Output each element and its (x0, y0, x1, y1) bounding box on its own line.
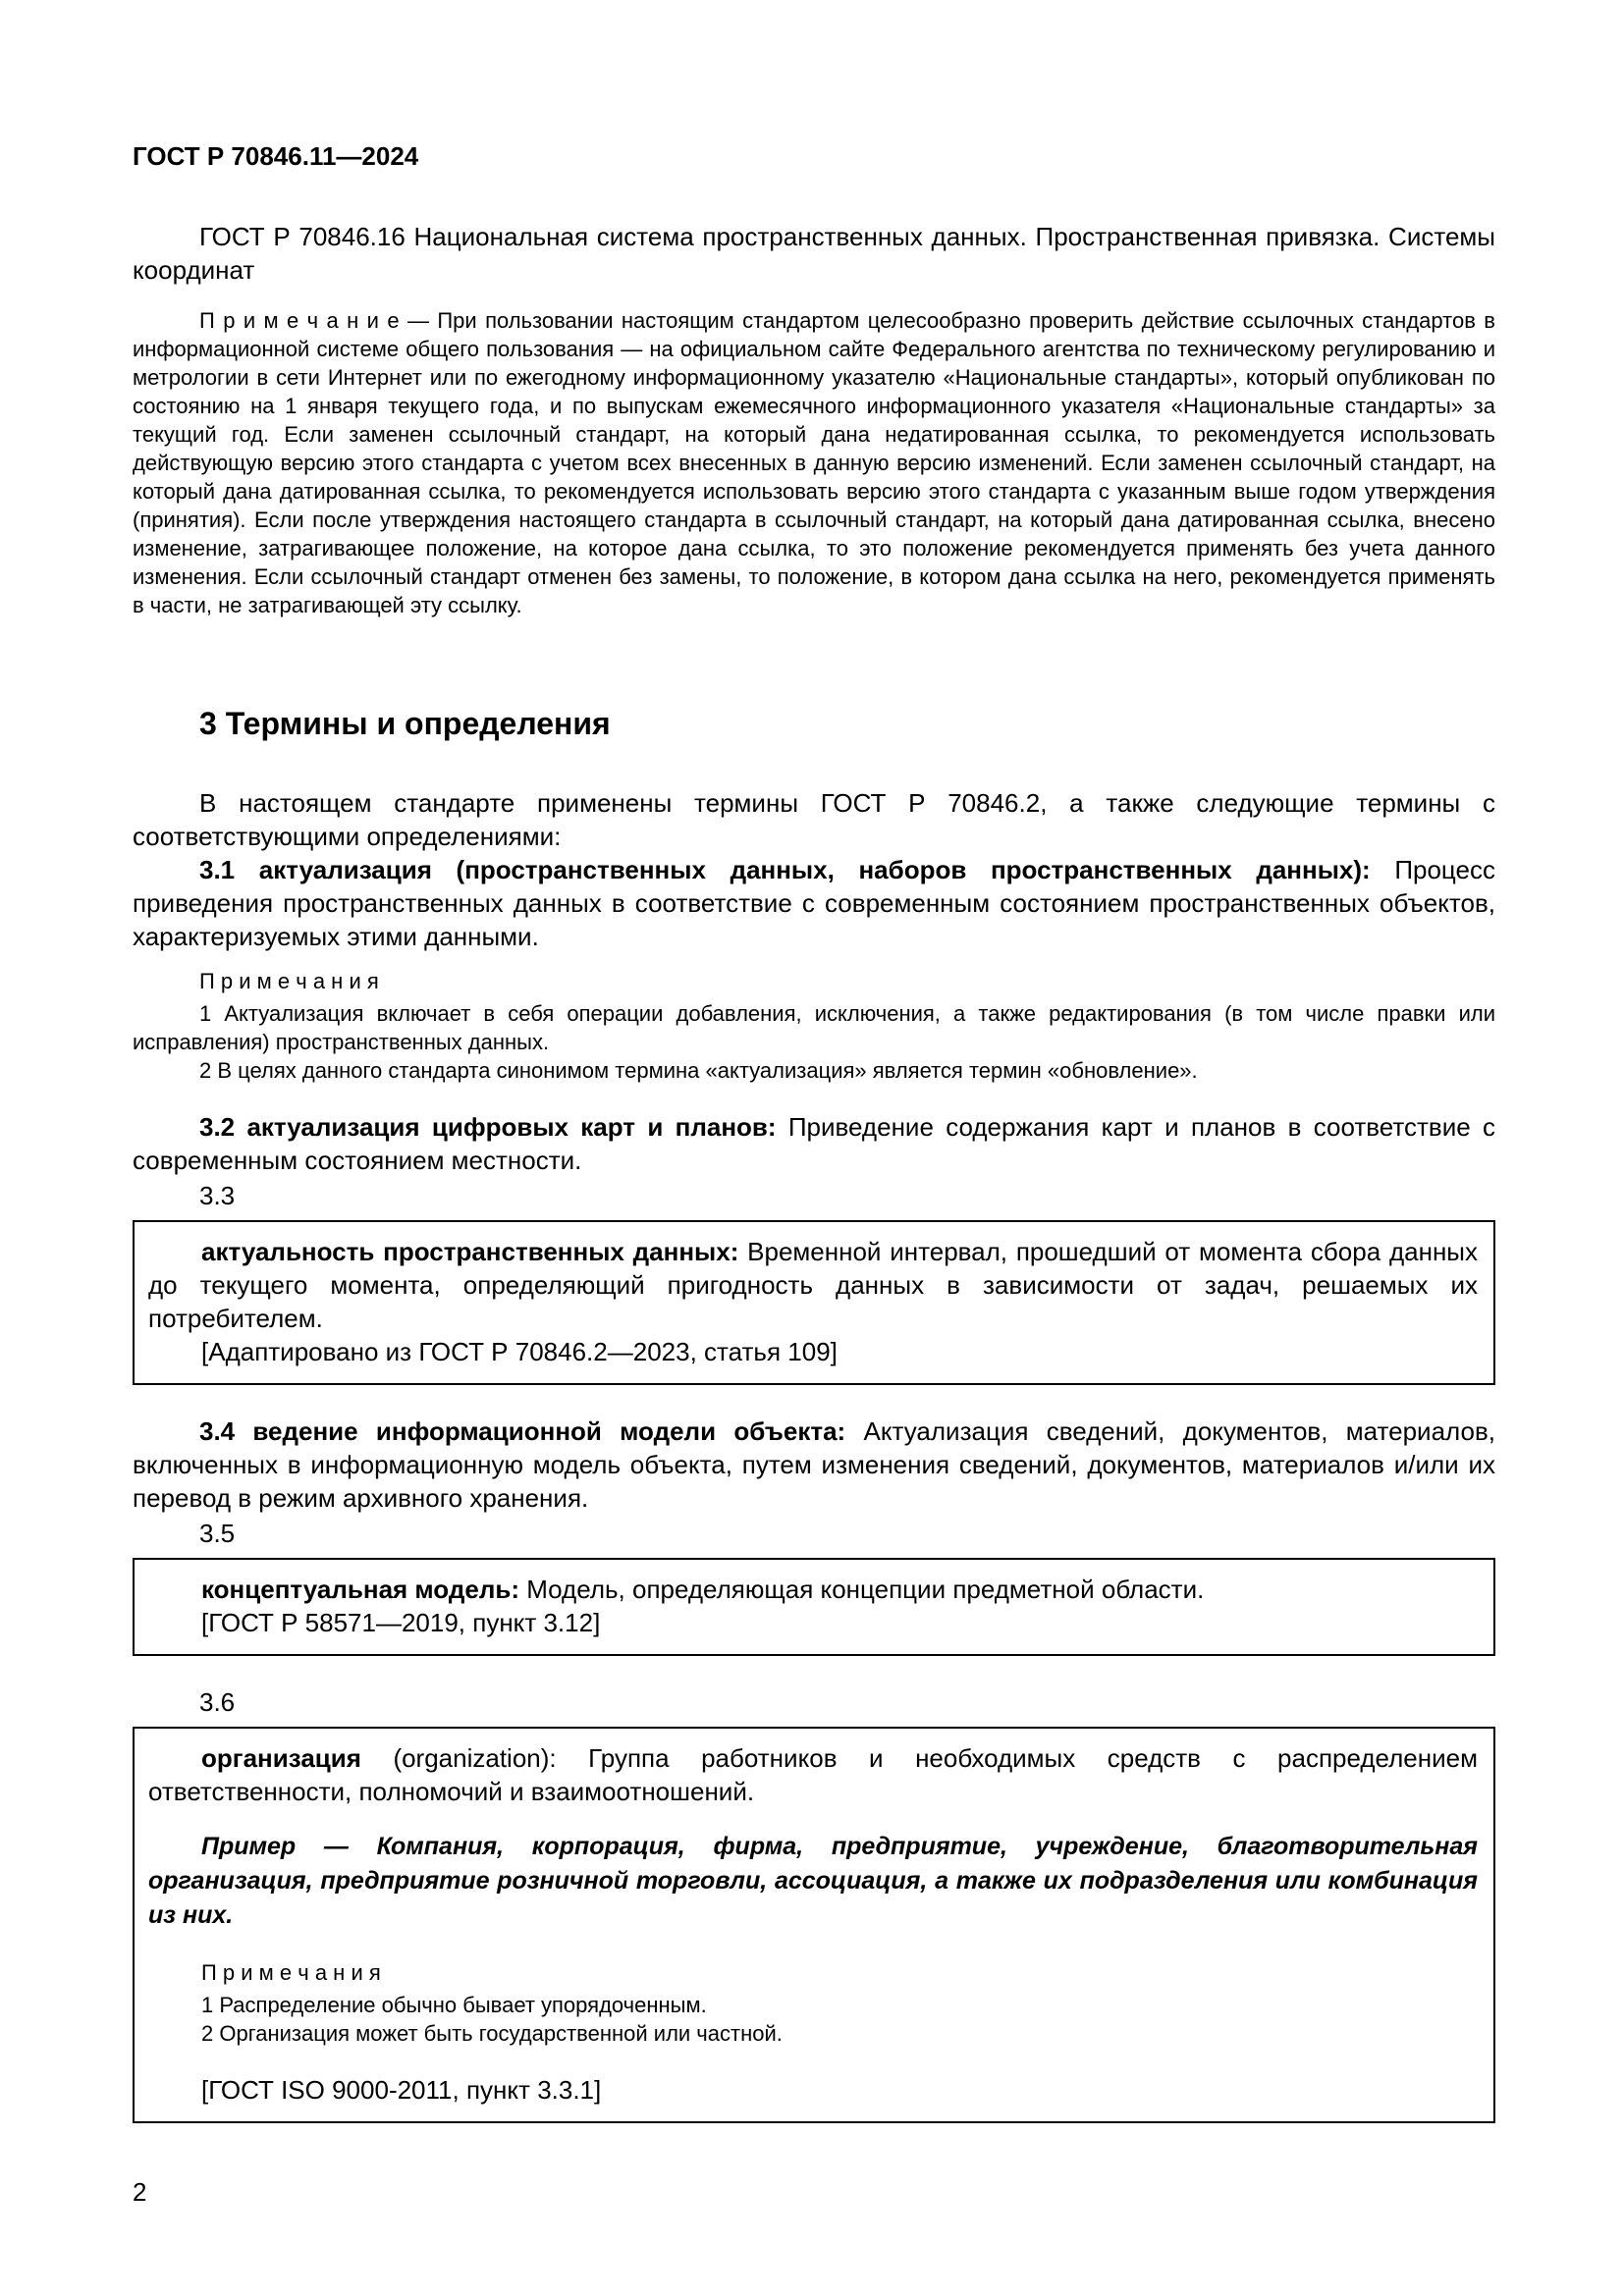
boxed-term-3-6-definition: (organization): Группа работников и необходимых средств с распределением ответственности, полномочий и взаимоотношений. (148, 1743, 1478, 1806)
term-3-1 (133, 853, 1495, 953)
term-3-1-notes (133, 967, 1495, 1085)
term-3-6-number: 3.6 (199, 1687, 236, 1717)
section-3-heading: 3 Термины и определения (199, 706, 611, 741)
boxed-term-3-6-source: [ГОСТ ISO 9000-2011, пункт 3.3.1] (201, 2075, 602, 2105)
boxed-term-3-6-name: организация (201, 1743, 361, 1773)
term-3-4 (133, 1415, 1495, 1515)
page-header (133, 139, 1495, 173)
definition-box-3-3 (133, 1220, 1495, 1385)
notes-label: П р и м е ч а н и я (199, 969, 379, 993)
boxed-term-3-5 (148, 1573, 1478, 1606)
standard-number: ГОСТ Р 70846.11—2024 (133, 141, 419, 171)
term-3-1-name: 3.1 актуализация (пространственных данных, наборов пространственных данных): (199, 855, 1371, 884)
term-3-5-number: 3.5 (199, 1519, 236, 1548)
boxed-term-3-3-definition: Временной интервал, прошедший от момента сбора данных до текущего момента, определяющий пригодность данных в зависимости от задач, решаемых их потребителем. (148, 1237, 1478, 1333)
boxed-term-3-5-source: [ГОСТ Р 58571—2019, пункт 3.12] (201, 1608, 601, 1637)
boxed-term-3-3-source: [Адаптировано из ГОСТ Р 70846.2—2023, статья 109] (201, 1337, 838, 1366)
term-3-2 (133, 1110, 1495, 1177)
boxed-term-3-5-definition: Модель, определяющая концепции предметной области. (518, 1575, 1205, 1604)
note-text: — При пользовании настоящим стандартом целесообразно проверить действие ссылочных стандартов в информационной системе общего пользования — на официальном сайте Федерального агентства по техническому регулированию и метрологии в сети Интернет или по ежегодному информационному указателю «Национальные стандарты», который опубликован по состоянию на 1 января текущего года, и по выпускам ежемесячного информационного указателя «Национальные стандарты» за текущий год. Если заменен ссылочный стандарт, на который дана недатированная ссылка, то рекомендуется использовать действующую версию этого стандарта с учетом всех внесенных в данную версию изменений. Если заменен ссылочный стандарт, на который дана датированная ссылка, то рекомендуется использовать версию этого стандарта с указанным выше годом утверждения (принятия). Если после утверждения настоящего стандарта в ссылочный стандарт, на который дана датированная ссылка, внесено изменение, затрагивающее положение, на которое дана ссылка, то это положение рекомендуется применять без учета данного изменения. Если ссылочный стандарт отменен без замены, то положение, в котором дана ссылка на него, рекомендуется применять в части, не затрагивающей эту ссылку. (133, 308, 1495, 617)
definition-box-3-5 (133, 1558, 1495, 1656)
note-label: П р и м е ч а н и е (199, 308, 400, 333)
boxed-note-item-2: 2 Организация может быть государственной или частной. (201, 2021, 783, 2046)
page-number: 2 (133, 2177, 147, 2207)
reference-entry: ГОСТ Р 70846.16 Национальная система пространственных данных. Пространственная привязка. Системы координат (133, 222, 1495, 285)
term-3-4-name: 3.4 ведение информационной модели объекта: (199, 1416, 846, 1446)
boxed-term-3-3-name: актуальность пространственных данных: (201, 1237, 739, 1266)
term-3-2-name: 3.2 актуализация цифровых карт и планов: (199, 1112, 777, 1142)
boxed-note-item-1: 1 Распределение обычно бывает упорядоченным. (201, 1993, 707, 2017)
boxed-notes-label: П р и м е ч а н и я (201, 1960, 381, 1985)
term-3-1-definition: Процесс приведения пространственных данных в соответствие с современным состоянием пространственных объектов, характеризуемых этими данными. (133, 855, 1495, 951)
term-3-4-definition: Актуализация сведений, документов, материалов, включенных в информационную модель объекта, путем изменения сведений, документов, материалов и/или их перевод в режим архивного хранения. (133, 1416, 1495, 1513)
note-item-2: 2 В целях данного стандарта синонимом термина «актуализация» является термин «обновление». (199, 1058, 1198, 1083)
boxed-term-3-5-name: концептуальная модель: (201, 1575, 519, 1604)
boxed-term-3-6-example: Пример — Компания, корпорация, фирма, предприятие, учреждение, благотворительная организация, предприятие розничной торговли, ассоциация, а также их подразделения или комбинация из них. (148, 1833, 1478, 1929)
term-3-2-definition: Приведение содержания карт и планов в соответствие с современным состоянием местности. (133, 1112, 1495, 1175)
boxed-term-3-3 (148, 1235, 1478, 1335)
note-item-1: 1 Актуализация включает в себя операции добавления, исключения, а также редактирования (в том числе правки или исправления) пространственных данных. (133, 1001, 1495, 1054)
term-3-3-number: 3.3 (199, 1181, 236, 1210)
section-3-intro: В настоящем стандарте применены термины ГОСТ Р 70846.2, а также следующие термины с соответствующими определениями: (133, 788, 1495, 851)
references-note (133, 306, 1495, 619)
boxed-term-3-6 (148, 1741, 1478, 1808)
definition-box-3-6 (133, 1727, 1495, 2123)
